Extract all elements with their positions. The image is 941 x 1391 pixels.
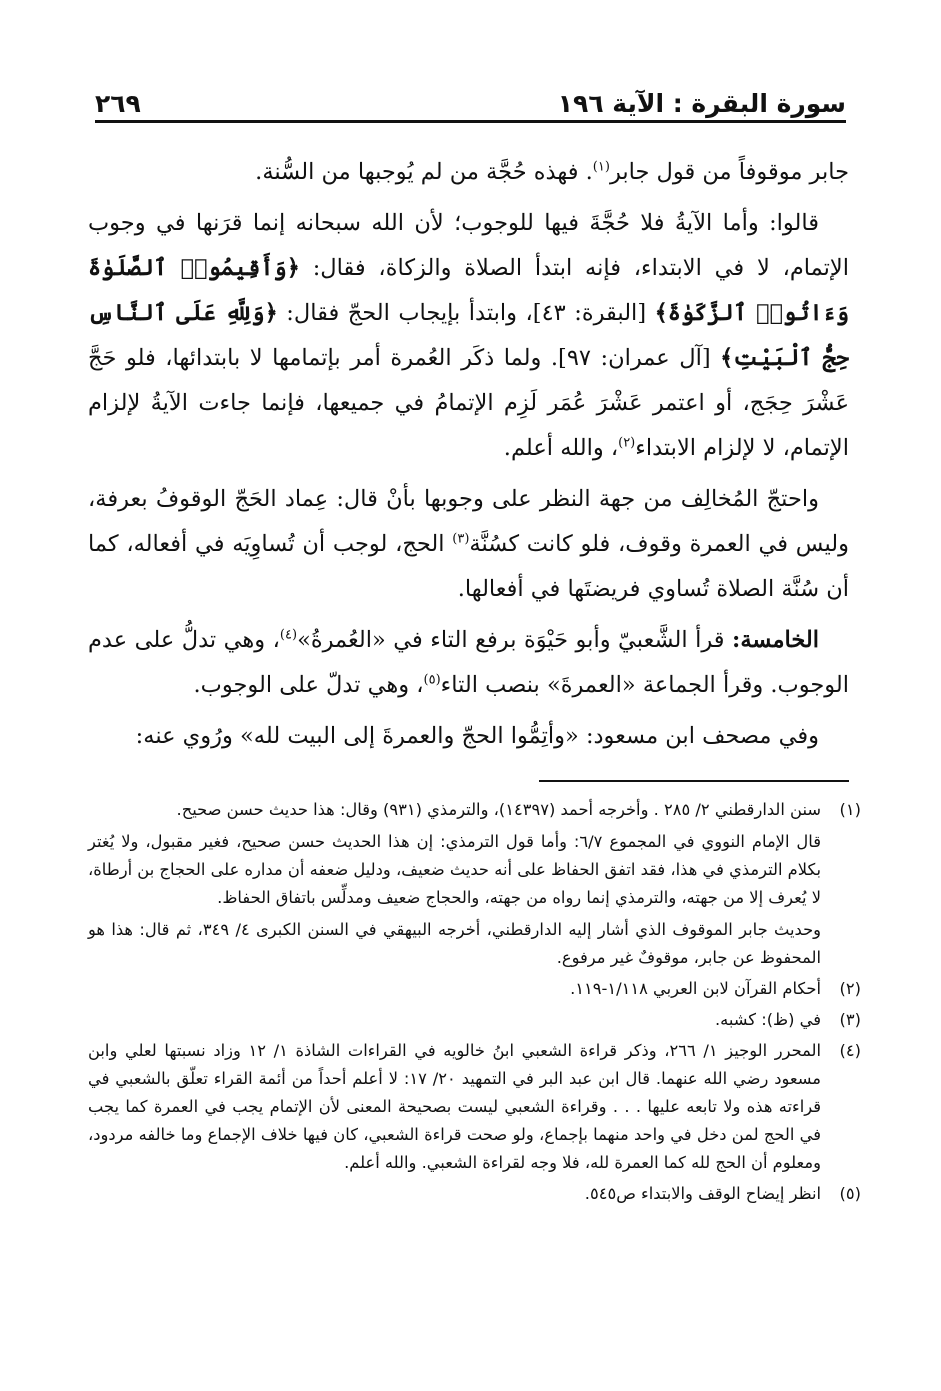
footnote-number: (٢)	[839, 979, 861, 998]
footnote-ref-5: (٥)	[423, 672, 441, 688]
footnote-line: انظر إيضاح الوقف والابتداء ص٥٤٥.	[584, 1184, 821, 1203]
footnote-4	[88, 1037, 861, 1177]
quran-verse-2: ﴿وَلِلَّهِ عَلَى ٱلنَّاسِ حِجُّ ٱلْبَيْتِ﴾	[88, 300, 850, 371]
footnote-2	[88, 975, 861, 1003]
page-header	[95, 78, 846, 118]
footnote-rule	[539, 780, 849, 782]
footnote-line: المحرر الوجيز ١/ ٢٦٦، وذكر قراءة الشعبي ابنُ خالويه في القراءات الشاذة ١/ ١٢ وزاد نسبتها لعلي وابن مسعود رضي الله عنهما. قال ابن عبد البر في التمهيد ٢٠/ ١٧: لا أعلم أحداً من أئمة القراء تعلّق بالشعبي في قراءته هذه ولا تابعه عليها . . . وقراءة الشعبي ليست بصحيحة المعنى لأن الإتمام يجب في العمرة كما يجب في الحج لمن دخل في واحد منهما بإجماع، ولو صحت قراءة الشعبي، كان فيها خلاف الإجماع وما خالفه مردود، ومعلوم أن الحج لله كما العمرة لله، فلا وجه لقراءة الشعبي. والله أعلم.	[88, 1041, 821, 1172]
footnote-line: في (ظ): كشبه.	[714, 1010, 821, 1029]
footnote-5	[88, 1180, 861, 1208]
footnote-ref-1: (١)	[592, 159, 610, 175]
header-rule	[95, 120, 846, 123]
footnote-number: (٣)	[839, 1010, 861, 1029]
footnote-ref-3: (٣)	[452, 531, 470, 547]
section-label: الخامسة:	[732, 627, 820, 653]
main-text	[88, 150, 849, 765]
paragraph-2: قالوا: وأما الآيةُ فلا حُجَّةَ فيها للوجوب؛ لأن الله سبحانه إنما قرَنها في وجوب الإتمام، لا في الابتداء، فإنه ابتدأ الصلاة والزكاة، فقال: ﴿وَأَقِيمُوا۟ ٱلصَّلَوٰةَ وَءَاتُوا۟ ٱلزَّكَوٰةَ﴾ [البقرة: ٤٣]، وابتدأ بإيجاب الحجّ فقال: ﴿وَلِلَّهِ عَلَى ٱلنَّاسِ حِجُّ ٱلْبَيْتِ﴾ [آل عمران: ٩٧]. ولما ذكَر العُمرة أمر بإتمامها لا بابتدائها، فلو حَجَّ عَشْرَ حِجَج، أو اعتمر عَشْرَ عُمَر لَزِم الإتمامُ في جميعها، فإنما جاءت الآيةُ لإلزام الإتمام، لا لإلزام الابتداء$^{(٢)}$، والله أعلم.	[88, 210, 850, 461]
footnote-line: وحديث جابر الموقوف الذي أشار إليه الدارقطني، أخرجه البيهقي في السنن الكبرى ٤/ ٣٤٩، ثم قال: هذا هو المحفوظ عن جابر، موقوفٌ غير مرفوع.	[88, 920, 821, 967]
footnote-1	[88, 796, 861, 972]
quran-verse-1: ﴿وَأَقِيمُوا۟ ٱلصَّلَوٰةَ وَءَاتُوا۟ ٱلزَّكَوٰةَ﴾	[88, 255, 850, 326]
paragraph-1: جابر موقوفاً من قول جابر$^{(١)}$. فهذه حُجَّة من لم يُوجبها من السُّنة.	[255, 159, 849, 185]
footnotes	[88, 796, 861, 1211]
footnote-number: (٤)	[839, 1041, 861, 1060]
footnote-number: (١)	[839, 800, 861, 819]
paragraph-5: وفي مصحف ابن مسعود: «وأتِمُّوا الحجّ والعمرةَ إلى البيت لله» ورُوي عنه:	[135, 723, 819, 749]
footnote-3	[88, 1006, 861, 1034]
footnote-line: قال الإمام النووي في المجموع ٦/٧: وأما قول الترمذي: إن هذا الحديث حسن صحيح، فغير مقبول، ولا يُغتر بكلام الترمذي في هذا، فقد اتفق الحفاظ على أنه حديث ضعيف، ودليل ضعفه أن مداره على الحجاج بن أرطاة، لا يُعرف إلا من جهته، والترمذي إنما رواه من جهته، والحجاج ضعيف ومدلِّس باتفاق الحفاظ.	[88, 832, 822, 907]
paragraph-4: الخامسة: قرأ الشَّعبيّ وأبو حَيْوَة برفع التاء في «العُمرةُ»$^{(٤)}$، وهي تدلُّ على عدم الوجوب. وقرأ الجماعة «العمرةَ» بنصب التاء$^{(٥)}$، وهي تدلّ على الوجوب.	[88, 627, 849, 698]
surah-title: سورة البقرة : الآية ١٩٦	[557, 89, 846, 118]
footnote-number: (٥)	[839, 1184, 861, 1203]
footnote-line: أحكام القرآن لابن العربي ١/١١٨-١١٩.	[570, 979, 821, 998]
footnote-ref-2: (٢)	[618, 435, 636, 451]
paragraph-3: واحتجّ المُخالِف من جهة النظر على وجوبها بأنْ قال: عِماد الحَجّ الوقوفُ بعرفة، وليس في العمرة وقوف، فلو كانت كسُنَّة$^{(٣)}$ الحج، لوجب أن تُساوِيَه في أفعاله، كما أن سُنَّة الصلاة تُساوي فريضتَها في أفعالها.	[88, 486, 849, 602]
footnote-ref-4: (٤)	[279, 627, 298, 643]
footnote-line: سنن الدارقطني ٢/ ٢٨٥ . وأخرجه أحمد (١٤٣٩٧)، والترمذي (٩٣١) وقال: هذا حديث حسن صحيح.	[176, 800, 821, 819]
page-number: ٢٦٩	[95, 89, 141, 118]
